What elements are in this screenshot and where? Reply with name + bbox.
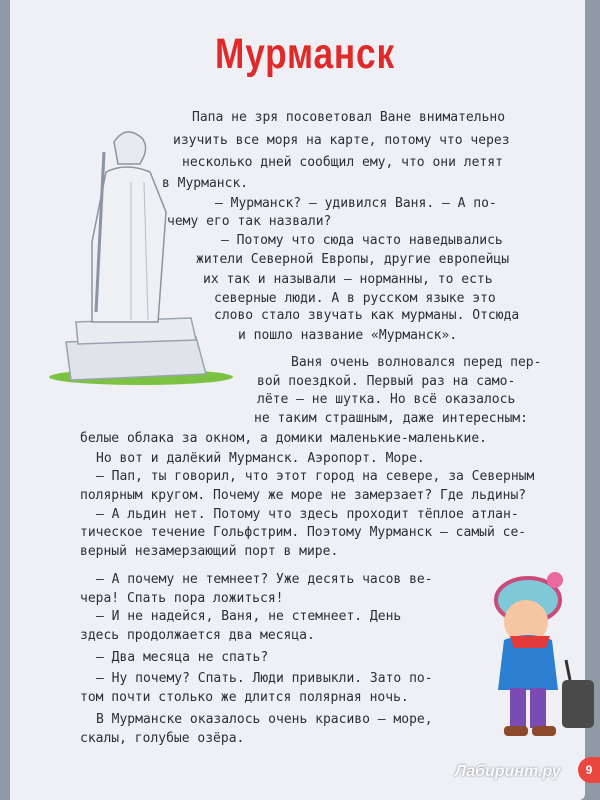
text-line: Но вот и далёкий Мурманск. Аэропорт. Море. [96,451,425,466]
page-number-badge: 9 [578,757,600,783]
text-line: – А почему не темнеет? Уже десять часов ве- [96,572,433,587]
text-line: – Пап, ты говорил, что этот город на севере, за Северным [96,469,535,484]
text-line: скалы, голубые озёра. [80,731,245,746]
page-title: Мурманск [215,30,395,78]
text-line: Ваня очень волновался перед пер- [291,355,542,370]
text-line: и пошло название «Мурманск». [238,328,458,343]
text-line: не таким страшным, даже интересным: [254,411,528,426]
text-line: Папа не зря посоветовал Ване внимательно [192,110,506,125]
text-line: том почти столько же длится полярная ночь. [80,690,409,705]
text-line: – Два месяца не спать? [96,650,269,665]
text-line: в Мурманск. [162,176,249,191]
text-line: – И не надейся, Ваня, не стемнеет. День [96,609,402,624]
text-line: слово стало звучать как мурманы. Отсюда [214,308,520,323]
text-line: северные люди. А в русском языке это [214,291,496,306]
text-line: вой поездкой. Первый раз на само- [257,374,516,389]
text-line: изучить все моря на карте, потому что через [173,133,510,148]
text-line: несколько дней сообщил ему, что они летят [182,155,503,170]
text-line: жители Северной Европы, другие европейцы [196,252,510,267]
text-line: лёте – не шутка. Но всё оказалось [257,392,516,407]
text-line: В Мурманске оказалось очень красиво – море, [96,712,433,727]
text-line: – Мурманск? – удивился Ваня. – А по- [215,196,497,211]
text-line: белые облака за окном, а домики маленькие-маленькие. [80,431,487,446]
text-line: чера! Спать пора ложиться! [80,591,284,606]
book-page [10,0,585,800]
text-line: их так и называли – норманны, то есть [203,272,493,287]
text-line: верный незамерзающий порт в мире. [80,544,339,559]
text-line: полярным кругом. Почему же море не замерзает? Где льдины? [80,488,527,503]
text-line: чему его так назвали? [167,214,332,229]
text-line: – Потому что сюда часто наведывались [221,233,503,248]
text-line: – Ну почему? Спать. Люди привыкли. Зато по- [96,671,433,686]
watermark: Лабиринт.ру [455,763,561,780]
text-line: – А льдин нет. Потому что здесь проходит тёплое атлан- [96,507,519,522]
text-line: тическое течение Гольфстрим. Поэтому Мурманск – самый се- [80,525,527,540]
boy-illustration [470,570,600,745]
text-line: здесь продолжается два месяца. [80,628,315,643]
